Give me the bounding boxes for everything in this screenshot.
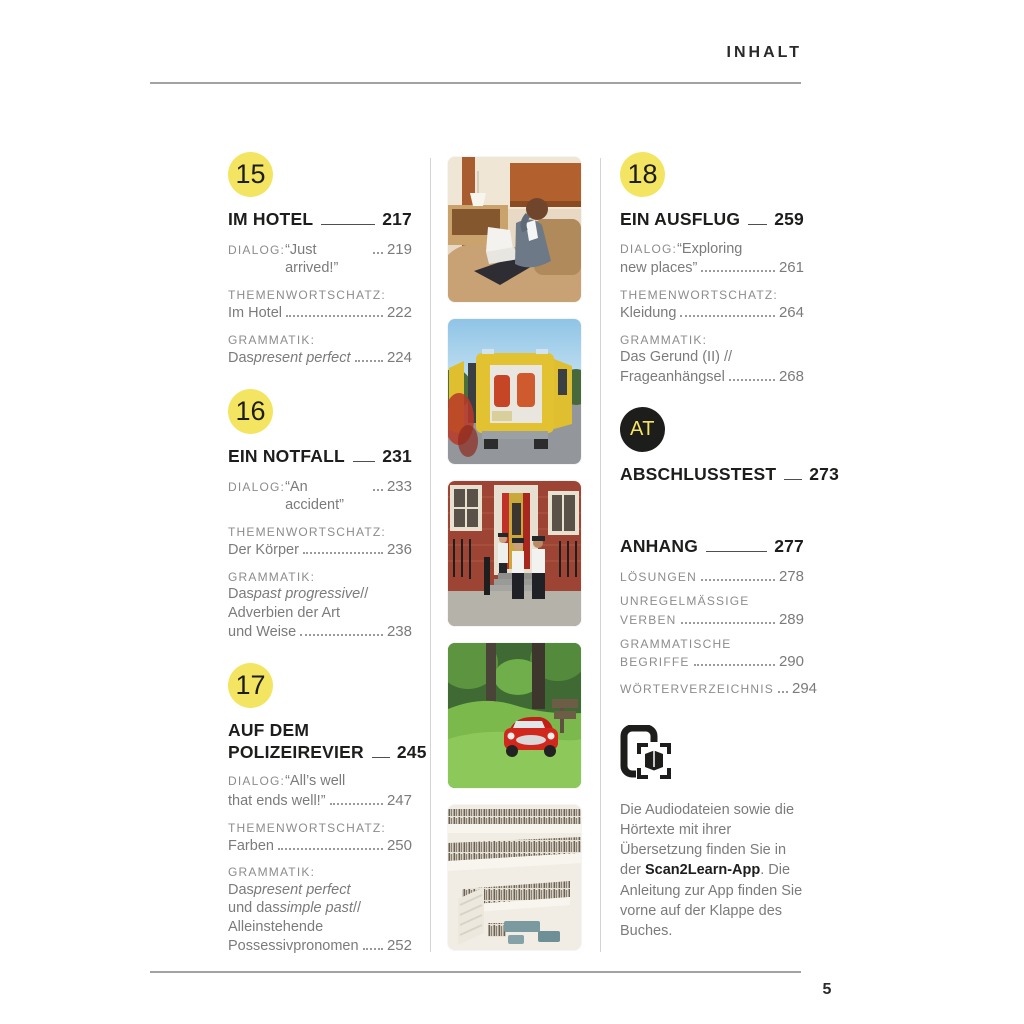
item-label: VERBEN [620, 612, 677, 627]
chapter-16 [228, 389, 412, 642]
chapter-page-number: 245 [396, 741, 427, 762]
page-number: 233 [386, 477, 412, 495]
toc-row [228, 348, 412, 368]
dot-leader [681, 622, 775, 624]
toc-item [620, 567, 804, 586]
toc-item [228, 821, 412, 856]
item-text: present perfect [253, 350, 351, 367]
toc-row [620, 367, 804, 387]
chapter-page-number: 273 [809, 464, 840, 485]
item-text: Adverbien der Art [228, 604, 341, 621]
chapter-title-text: EIN NOTFALL [228, 445, 345, 466]
item-text: Possessivpronomen [228, 938, 359, 955]
item-text: that ends well!” [228, 792, 326, 809]
toc-item [228, 525, 412, 560]
page-number: 247 [386, 791, 412, 809]
toc-row [228, 772, 412, 791]
item-label: THEMENWORTSCHATZ: [228, 287, 386, 302]
chapter-badge: 17 [228, 663, 273, 708]
item-label: THEMENWORTSCHATZ: [228, 524, 386, 539]
dot-leader [363, 948, 383, 950]
chapter-page-number: 217 [382, 209, 412, 229]
item-text: Kleidung [620, 305, 677, 322]
item-label: GRAMMATISCHE [620, 636, 732, 651]
toc-row [228, 622, 412, 642]
toc-item [228, 333, 412, 368]
toc-item [620, 288, 804, 323]
item-label: DIALOG: [228, 774, 286, 789]
page-number: 290 [778, 653, 804, 671]
page-number: 219 [386, 240, 412, 258]
left-divider [430, 158, 431, 952]
dot-leader [330, 803, 383, 805]
item-label: GRAMMATIK: [228, 865, 316, 880]
item-text: . Die Anleitung zur App finden Sie vorne auf der Klappe des Buches. [620, 862, 803, 940]
app-note [620, 725, 804, 942]
toc-row [228, 899, 412, 918]
toc-row [620, 333, 804, 348]
page-heading: INHALT [726, 44, 802, 61]
item-label: DIALOG: [228, 479, 286, 494]
chapter-page-number: 259 [774, 209, 804, 229]
item-text: Frageanhängsel [620, 368, 725, 385]
hotel-lobby-businessman-photo [448, 157, 581, 302]
toc-row [620, 240, 804, 259]
toc-row [228, 585, 412, 604]
toc-row [620, 610, 804, 629]
item-text: “Exploring [677, 240, 743, 257]
chapter-page-number: 231 [382, 445, 412, 466]
page-number: 289 [778, 610, 804, 628]
chapter-badge: 18 [620, 152, 665, 197]
abschlusstest-section [620, 407, 840, 486]
toc-row [228, 333, 412, 348]
toc-row [228, 570, 412, 585]
chapter-title-text: EIN AUSFLUG [620, 209, 741, 229]
toc-row [620, 288, 804, 303]
toc-row [228, 303, 412, 323]
photo-column [448, 157, 581, 967]
top-rule [150, 82, 801, 84]
toc-row [228, 525, 412, 540]
dot-leader [778, 691, 788, 693]
chapter-title [228, 446, 412, 468]
folio-page-number: 5 [822, 981, 832, 998]
item-text: new places” [620, 260, 698, 277]
dot-leader [729, 379, 775, 381]
item-text: Alleinstehende [228, 918, 324, 935]
chapter-title-line [228, 720, 412, 742]
item-text: past progressive [253, 586, 361, 603]
page-number: 278 [778, 568, 804, 586]
chapter-title [620, 536, 804, 558]
page-number: 222 [386, 304, 412, 322]
title-leader-line [372, 757, 390, 758]
item-text: Farben [228, 837, 274, 854]
dot-leader [355, 360, 383, 362]
item-text: // [360, 586, 369, 603]
item-text: Scan2Learn-App [645, 862, 761, 879]
dot-leader [701, 579, 775, 581]
chapter-title-line [620, 536, 804, 558]
scan2learn-phone-icon [620, 725, 804, 788]
item-label: THEMENWORTSCHATZ: [620, 287, 778, 302]
toc-row [228, 881, 412, 900]
title-leader-line [353, 461, 375, 462]
chapter-title-text: ABSCHLUSSTEST [620, 464, 777, 485]
chapter-title [228, 719, 427, 764]
toc-row [228, 288, 412, 303]
page-number: 238 [386, 623, 412, 641]
page-number: 252 [386, 937, 412, 955]
item-label: WÖRTERVERZEICHNIS [620, 682, 774, 697]
toc-row [228, 477, 412, 515]
chapter-title-text: POLIZEIREVIER [228, 741, 364, 762]
item-text: Im Hotel [228, 305, 282, 322]
toc-item [228, 288, 412, 323]
abschlusstest-badge: AT [620, 407, 665, 452]
item-label: DIALOG: [620, 241, 678, 256]
title-leader-line [748, 224, 767, 225]
item-text: // [352, 900, 362, 917]
page-number: 294 [791, 680, 818, 698]
toc-item [228, 477, 412, 515]
toc-item [620, 679, 818, 698]
toc-row [620, 679, 818, 698]
chapter-15 [228, 152, 412, 368]
toc-item [620, 240, 804, 278]
title-leader-line [784, 479, 802, 480]
chapter-badge: 15 [228, 152, 273, 197]
modern-library-interior-photo [448, 805, 581, 950]
item-text: simple past [279, 900, 353, 917]
toc-row [620, 594, 804, 609]
page-number: 261 [778, 259, 804, 277]
dot-leader [701, 270, 775, 272]
chapter-badge: 16 [228, 389, 273, 434]
item-text: und das [228, 900, 280, 917]
toc-item [228, 240, 412, 278]
toc-item [228, 772, 412, 810]
toc-row [620, 652, 804, 671]
item-text: “An accident” [285, 478, 344, 514]
toc-row [228, 604, 412, 623]
toc-item [620, 333, 804, 386]
chapter-title-text: ANHANG [620, 536, 699, 557]
toc-row [620, 567, 804, 586]
item-label: GRAMMATIK: [228, 569, 316, 584]
right-column [620, 152, 840, 942]
item-label: UNREGELMÄSSIGE [620, 594, 750, 609]
police-officers-red-door-photo [448, 481, 581, 626]
chapter-title-line [620, 209, 804, 231]
item-label: GRAMMATIK: [228, 332, 316, 347]
page-number: 224 [386, 349, 412, 367]
chapter-title-line [620, 464, 840, 486]
dot-leader [300, 634, 383, 636]
item-text: “All’s well [285, 773, 346, 790]
chapter-title [620, 464, 840, 486]
toc-item [620, 637, 804, 672]
toc-row [620, 348, 804, 367]
toc-row [228, 240, 412, 278]
item-text: Die Audiodateien sowie die Hörtexte mit ihrer Übersetzung finden Sie in der [620, 801, 795, 879]
page-number: 264 [778, 304, 804, 322]
title-leader-line [706, 551, 767, 552]
toc-row [620, 303, 804, 323]
dot-leader [303, 552, 383, 554]
dot-leader [286, 315, 383, 317]
dot-leader [680, 315, 775, 317]
chapter-title [620, 209, 804, 231]
toc-row [228, 865, 412, 880]
chapter-title-text: IM HOTEL [228, 209, 314, 229]
page-number: 268 [778, 367, 804, 385]
toc-row [228, 540, 412, 560]
chapter-title [228, 209, 412, 231]
toc-row [620, 637, 804, 652]
toc-row [228, 836, 412, 856]
item-text: Das [228, 586, 254, 603]
toc-item [228, 570, 412, 642]
chapter-title-line [228, 209, 412, 231]
item-text: Der Körper [228, 542, 299, 559]
dot-leader [694, 664, 775, 666]
toc-row [228, 936, 412, 956]
item-text: Das [228, 350, 254, 367]
item-text: Das [228, 881, 254, 898]
toc-item [620, 594, 804, 629]
chapter-title-line [228, 446, 412, 468]
dot-leader [278, 848, 383, 850]
left-column [228, 152, 427, 977]
toc-item [228, 865, 412, 956]
toc-row [228, 791, 412, 811]
chapter-17 [228, 663, 427, 956]
toc-row [620, 258, 804, 278]
page-number: 250 [386, 836, 412, 854]
red-classic-car-in-park-photo [448, 643, 581, 788]
chapter-18 [620, 152, 804, 386]
item-text: und Weise [228, 624, 297, 641]
anhang-items [620, 567, 818, 698]
item-label: BEGRIFFE [620, 655, 690, 670]
chapter-title-line [228, 741, 427, 764]
item-label: GRAMMATIK: [620, 332, 708, 347]
anhang-section [620, 536, 818, 698]
item-label: DIALOG: [228, 242, 286, 257]
page-number: 236 [386, 541, 412, 559]
dot-leader [373, 489, 383, 491]
toc-row [228, 918, 412, 937]
chapter-title-text: AUF DEM [228, 719, 310, 740]
title-leader-line [321, 224, 375, 225]
bottom-rule [150, 971, 801, 973]
right-divider [600, 158, 601, 952]
dot-leader [373, 252, 383, 254]
item-label: LÖSUNGEN [620, 570, 697, 585]
chapter-page-number: 277 [774, 536, 804, 557]
item-text: Das Gerund (II) // [620, 349, 733, 366]
app-note-text [620, 800, 804, 942]
item-text: present perfect [253, 881, 351, 898]
toc-row [228, 821, 412, 836]
ambulance-open-rear-doors-photo [448, 319, 581, 464]
item-text: “Just arrived!” [285, 241, 339, 277]
item-label: THEMENWORTSCHATZ: [228, 820, 386, 835]
